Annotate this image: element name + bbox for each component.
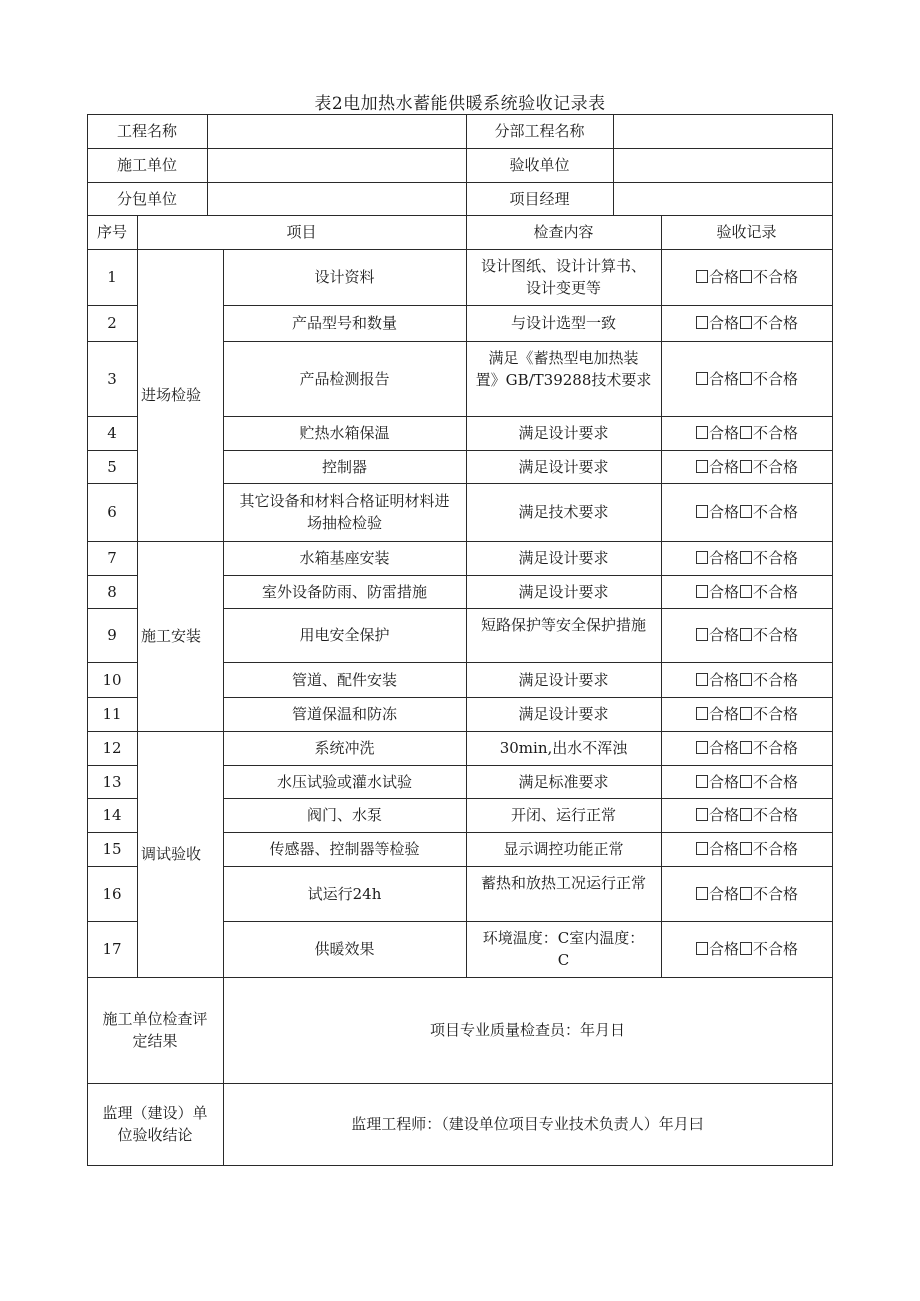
pass-label: 合格 <box>708 772 739 791</box>
result-options <box>695 312 798 334</box>
acceptance-record-cell <box>661 305 832 341</box>
row-content: 短路保护等安全保护措施 <box>480 616 646 634</box>
fail-checkbox[interactable] <box>740 551 752 564</box>
row-content: 开闭、运行正常 <box>510 806 616 824</box>
fail-label: 不合格 <box>753 806 799 824</box>
row-content: 满足标准要求 <box>518 772 609 791</box>
grid-line <box>87 765 138 766</box>
grid-line <box>223 697 833 698</box>
group-label-commissioning: 调试验收 <box>141 845 202 863</box>
project-name-field[interactable] <box>207 114 466 148</box>
grid-line <box>87 662 138 663</box>
row-content: 蓄热和放热工况运行正常 <box>480 874 646 892</box>
pass-label: 合格 <box>708 670 739 689</box>
row-content: 满足设计要求 <box>518 457 609 476</box>
acceptance-record-cell <box>661 608 832 662</box>
pass-label: 合格 <box>708 369 739 388</box>
row-number: 10 <box>102 670 122 689</box>
row-content: 环境温度：C室内温度： C <box>482 929 645 969</box>
result-options <box>695 804 798 826</box>
fail-label: 不合格 <box>753 582 799 601</box>
acceptance-record-cell <box>661 662 832 697</box>
row-number: 2 <box>107 314 117 332</box>
row-content: 满足技术要求 <box>518 503 609 521</box>
grid-line <box>87 1165 833 1166</box>
acceptance-record-cell <box>661 765 832 798</box>
row-item: 产品检测报告 <box>299 369 390 388</box>
pass-checkbox[interactable] <box>696 460 708 473</box>
row-item: 阀门、水泵 <box>306 806 382 824</box>
fail-label: 不合格 <box>753 549 799 567</box>
grid-line <box>87 450 138 451</box>
pass-checkbox[interactable] <box>696 842 708 855</box>
result-options <box>695 581 798 603</box>
row-number: 17 <box>102 940 122 958</box>
result-options <box>695 368 798 390</box>
pass-label: 合格 <box>708 806 739 824</box>
result-options <box>695 624 798 646</box>
row-content: 与设计选型一致 <box>510 314 616 332</box>
fail-checkbox[interactable] <box>740 707 752 720</box>
acceptance-unit-label: 验收单位 <box>509 156 570 174</box>
fail-label: 不合格 <box>753 670 799 689</box>
fail-checkbox[interactable] <box>740 628 752 641</box>
row-item: 用电安全保护 <box>299 626 390 644</box>
grid-line <box>87 575 138 576</box>
fail-label: 不合格 <box>753 314 799 332</box>
fail-checkbox[interactable] <box>740 460 752 473</box>
row-number: 3 <box>107 369 117 388</box>
row-content: 满足设计要求 <box>518 582 609 601</box>
grid-line <box>613 114 614 216</box>
grid-line <box>87 114 88 1166</box>
row-item: 系统冲洗 <box>314 739 375 757</box>
fail-checkbox[interactable] <box>740 505 752 518</box>
pass-checkbox[interactable] <box>696 942 708 955</box>
row-item: 产品型号和数量 <box>291 314 397 332</box>
pass-label: 合格 <box>708 884 739 903</box>
pass-checkbox[interactable] <box>696 316 708 329</box>
fail-checkbox[interactable] <box>740 887 752 900</box>
row-item: 水压试验或灌水试验 <box>276 772 412 791</box>
row-number: 5 <box>107 457 117 476</box>
subcontractor-field[interactable] <box>207 182 466 215</box>
grid-line <box>87 305 138 306</box>
acceptance-record-cell <box>661 866 832 921</box>
grid-line <box>87 697 138 698</box>
pass-label: 合格 <box>708 840 739 858</box>
grid-line <box>223 450 833 451</box>
row-content: 满足设计要求 <box>518 424 609 442</box>
grid-line <box>223 575 833 576</box>
fail-label: 不合格 <box>753 840 799 858</box>
row-number: 14 <box>102 806 122 824</box>
pass-label: 合格 <box>708 549 739 567</box>
acceptance-unit-field[interactable] <box>613 148 832 182</box>
result-options <box>695 456 798 478</box>
grid-line <box>87 114 833 115</box>
grid-line <box>223 305 833 306</box>
fail-label: 不合格 <box>753 626 799 644</box>
result-options <box>695 703 798 725</box>
column-header-content: 检查内容 <box>533 223 594 241</box>
row-item: 其它设备和材料合格证明材料进 场抽检检验 <box>239 492 450 532</box>
acceptance-record-cell <box>661 341 832 416</box>
acceptance-record-cell <box>661 697 832 731</box>
grid-line <box>223 416 833 417</box>
grid-line <box>223 798 833 799</box>
grid-line <box>87 798 138 799</box>
project-name-label: 工程名称 <box>116 122 177 140</box>
row-number: 7 <box>107 549 117 567</box>
project-manager-field[interactable] <box>613 182 832 215</box>
group-label-incoming-inspection: 进场检验 <box>141 386 202 404</box>
result-options <box>695 838 798 860</box>
fail-label: 不合格 <box>753 772 799 791</box>
row-item: 管道、配件安装 <box>291 670 397 689</box>
row-item: 试运行24h <box>307 884 382 903</box>
pass-label: 合格 <box>708 739 739 757</box>
fail-checkbox[interactable] <box>740 808 752 821</box>
grid-line <box>207 114 208 216</box>
contractor-eval-text: 项目专业质量检查员：年月日 <box>429 1021 625 1039</box>
fail-checkbox[interactable] <box>740 426 752 439</box>
fail-label: 不合格 <box>753 457 799 476</box>
fail-label: 不合格 <box>753 884 799 903</box>
pass-checkbox[interactable] <box>696 372 708 385</box>
fail-checkbox[interactable] <box>740 372 752 385</box>
pass-label: 合格 <box>708 314 739 332</box>
row-number: 1 <box>107 268 117 286</box>
row-item: 管道保温和防冻 <box>291 705 397 723</box>
result-options <box>695 883 798 905</box>
sub-project-field[interactable] <box>613 114 832 148</box>
row-content: 满足设计要求 <box>518 549 609 567</box>
result-options <box>695 669 798 691</box>
acceptance-record-cell <box>661 798 832 832</box>
column-header-item: 项目 <box>286 223 317 241</box>
acceptance-record-cell <box>661 921 832 977</box>
pass-checkbox[interactable] <box>696 775 708 788</box>
row-number: 9 <box>107 626 117 644</box>
result-options <box>695 501 798 523</box>
fail-label: 不合格 <box>753 268 799 286</box>
acceptance-record-cell <box>661 832 832 866</box>
row-content: 显示调控功能正常 <box>503 840 624 858</box>
grid-line <box>87 249 833 250</box>
pass-checkbox[interactable] <box>696 741 708 754</box>
row-content: 30min,出水不浑浊 <box>499 739 628 757</box>
grid-line <box>223 765 833 766</box>
acceptance-record-cell <box>661 575 832 608</box>
result-options <box>695 938 798 960</box>
acceptance-record-cell <box>661 541 832 575</box>
grid-line <box>87 341 138 342</box>
contractor-label: 施工单位 <box>116 156 177 174</box>
pass-checkbox[interactable] <box>696 505 708 518</box>
row-item: 贮热水箱保温 <box>299 424 390 442</box>
fail-checkbox[interactable] <box>740 585 752 598</box>
row-number: 13 <box>102 772 122 791</box>
pass-label: 合格 <box>708 705 739 723</box>
acceptance-record-cell <box>661 483 832 541</box>
supervisor-label: 监理（建设）单 位验收结论 <box>102 1104 208 1144</box>
grid-line <box>87 416 138 417</box>
fail-label: 不合格 <box>753 940 799 958</box>
grid-line <box>223 662 833 663</box>
grid-line <box>832 114 833 1166</box>
pass-checkbox[interactable] <box>696 673 708 686</box>
row-item: 供暖效果 <box>314 940 375 958</box>
column-header-seq: 序号 <box>96 223 127 241</box>
row-number: 8 <box>107 582 117 601</box>
row-number: 6 <box>107 503 117 521</box>
grid-line <box>466 215 467 978</box>
pass-label: 合格 <box>708 424 739 442</box>
fail-label: 不合格 <box>753 705 799 723</box>
row-content: 满足设计要求 <box>518 705 609 723</box>
grid-line <box>223 483 833 484</box>
contractor-field[interactable] <box>207 148 466 182</box>
row-content: 满足《蓄热型电加热装 置》GB/T39288技术要求 <box>475 349 652 389</box>
fail-label: 不合格 <box>753 503 799 521</box>
row-number: 16 <box>102 884 122 903</box>
fail-checkbox[interactable] <box>740 316 752 329</box>
pass-checkbox[interactable] <box>696 887 708 900</box>
pass-checkbox[interactable] <box>696 808 708 821</box>
result-options <box>695 771 798 793</box>
acceptance-record-cell <box>661 450 832 483</box>
supervisor-text: 监理工程师：（建设单位项目专业技术负责人）年月曰 <box>351 1115 704 1133</box>
grid-line <box>223 921 833 922</box>
result-options <box>695 737 798 759</box>
pass-label: 合格 <box>708 268 739 286</box>
row-content: 满足设计要求 <box>518 670 609 689</box>
grid-line <box>87 1083 833 1084</box>
grid-line <box>87 148 833 149</box>
grid-line <box>223 832 833 833</box>
row-number: 12 <box>102 739 122 757</box>
contractor-eval-label: 施工单位检查评 定结果 <box>102 1010 208 1050</box>
grid-line <box>223 866 833 867</box>
page-title: 表2电加热水蓄能供暖系统验收记录表 <box>314 94 606 114</box>
row-item: 设计资料 <box>314 268 375 286</box>
grid-line <box>87 731 833 732</box>
fail-label: 不合格 <box>753 739 799 757</box>
grid-line <box>87 866 138 867</box>
pass-label: 合格 <box>708 503 739 521</box>
acceptance-record-cell <box>661 249 832 305</box>
grid-line <box>87 541 833 542</box>
project-manager-label: 项目经理 <box>509 189 570 208</box>
row-item: 室外设备防雨、防雷措施 <box>261 582 427 601</box>
fail-checkbox[interactable] <box>740 741 752 754</box>
grid-line <box>87 832 138 833</box>
pass-checkbox[interactable] <box>696 707 708 720</box>
pass-checkbox[interactable] <box>696 585 708 598</box>
subcontractor-label: 分包单位 <box>116 189 177 208</box>
column-header-record: 验收记录 <box>716 223 777 241</box>
result-options <box>695 266 798 288</box>
fail-checkbox[interactable] <box>740 942 752 955</box>
grid-line <box>223 249 224 1166</box>
grid-line <box>87 182 833 183</box>
acceptance-record-cell <box>661 416 832 450</box>
pass-checkbox[interactable] <box>696 426 708 439</box>
sub-project-label: 分部工程名称 <box>494 122 585 140</box>
row-content: 设计图纸、设计计算书、 设计变更等 <box>480 257 646 297</box>
pass-checkbox[interactable] <box>696 270 708 283</box>
result-options <box>695 422 798 444</box>
pass-checkbox[interactable] <box>696 551 708 564</box>
pass-label: 合格 <box>708 582 739 601</box>
fail-checkbox[interactable] <box>740 842 752 855</box>
row-item: 水箱基座安装 <box>299 549 390 567</box>
acceptance-record-cell <box>661 731 832 765</box>
grid-line <box>223 341 833 342</box>
row-number: 11 <box>102 705 122 723</box>
row-item: 控制器 <box>321 457 367 476</box>
result-options <box>695 547 798 569</box>
row-number: 4 <box>107 424 117 442</box>
grid-line <box>466 114 467 216</box>
grid-line <box>87 608 138 609</box>
pass-label: 合格 <box>708 457 739 476</box>
row-number: 15 <box>102 840 122 858</box>
group-label-installation: 施工安装 <box>141 627 202 645</box>
grid-line <box>87 977 833 978</box>
fail-label: 不合格 <box>753 369 799 388</box>
pass-checkbox[interactable] <box>696 628 708 641</box>
grid-line <box>223 608 833 609</box>
grid-line <box>87 215 833 216</box>
grid-line <box>137 215 138 978</box>
grid-line <box>87 921 138 922</box>
grid-line <box>87 483 138 484</box>
fail-label: 不合格 <box>753 424 799 442</box>
pass-label: 合格 <box>708 626 739 644</box>
fail-checkbox[interactable] <box>740 673 752 686</box>
fail-checkbox[interactable] <box>740 270 752 283</box>
grid-line <box>661 215 662 978</box>
fail-checkbox[interactable] <box>740 775 752 788</box>
row-item: 传感器、控制器等检验 <box>269 840 420 858</box>
pass-label: 合格 <box>708 940 739 958</box>
